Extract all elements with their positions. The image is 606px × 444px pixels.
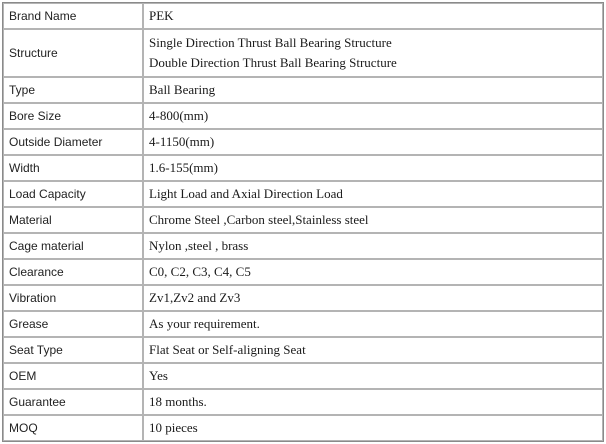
row-value-material: Chrome Steel ,Carbon steel,Stainless steel: [143, 207, 603, 233]
row-value-moq: 10 pieces: [143, 415, 603, 441]
row-value-brand-name: PEK: [143, 3, 603, 29]
table-row: [3, 29, 603, 77]
spec-table: [2, 2, 604, 442]
row-value-type: Ball Bearing: [143, 77, 603, 103]
row-value-grease: As your requirement.: [143, 311, 603, 337]
table-row: [3, 415, 603, 441]
table-row: [3, 233, 603, 259]
table-row: [3, 389, 603, 415]
structure-line-2: Double Direction Thrust Ball Bearing Structure: [149, 55, 397, 70]
table-row: [3, 259, 603, 285]
structure-line-1: Single Direction Thrust Ball Bearing Structure: [149, 35, 392, 50]
table-row: [3, 363, 603, 389]
row-key-moq: MOQ: [3, 415, 143, 441]
table-row: [3, 129, 603, 155]
row-key-structure: Structure: [3, 29, 143, 77]
row-key-type: Type: [3, 77, 143, 103]
row-value-width: 1.6-155(mm): [143, 155, 603, 181]
table-row: [3, 181, 603, 207]
row-value-load-capacity: Light Load and Axial Direction Load: [143, 181, 603, 207]
row-key-width: Width: [3, 155, 143, 181]
table-row: [3, 337, 603, 363]
row-key-vibration: Vibration: [3, 285, 143, 311]
row-key-cage-material: Cage material: [3, 233, 143, 259]
row-key-outside-diameter: Outside Diameter: [3, 129, 143, 155]
row-value-structure: [143, 29, 603, 77]
row-key-grease: Grease: [3, 311, 143, 337]
row-key-material: Material: [3, 207, 143, 233]
row-value-cage-material: Nylon ,steel , brass: [143, 233, 603, 259]
table-row: [3, 285, 603, 311]
row-value-guarantee: 18 months.: [143, 389, 603, 415]
table-row: [3, 207, 603, 233]
row-value-vibration: Zv1,Zv2 and Zv3: [143, 285, 603, 311]
table-row: [3, 3, 603, 29]
row-key-clearance: Clearance: [3, 259, 143, 285]
row-value-clearance: C0, C2, C3, C4, C5: [143, 259, 603, 285]
row-key-bore-size: Bore Size: [3, 103, 143, 129]
row-value-seat-type: Flat Seat or Self-aligning Seat: [143, 337, 603, 363]
row-value-oem: Yes: [143, 363, 603, 389]
table-row: [3, 77, 603, 103]
table-row: [3, 155, 603, 181]
row-key-load-capacity: Load Capacity: [3, 181, 143, 207]
table-row: [3, 311, 603, 337]
row-value-bore-size: 4-800(mm): [143, 103, 603, 129]
table-row: [3, 103, 603, 129]
row-key-brand-name: Brand Name: [3, 3, 143, 29]
row-key-oem: OEM: [3, 363, 143, 389]
row-key-guarantee: Guarantee: [3, 389, 143, 415]
row-key-seat-type: Seat Type: [3, 337, 143, 363]
row-value-outside-diameter: 4-1150(mm): [143, 129, 603, 155]
